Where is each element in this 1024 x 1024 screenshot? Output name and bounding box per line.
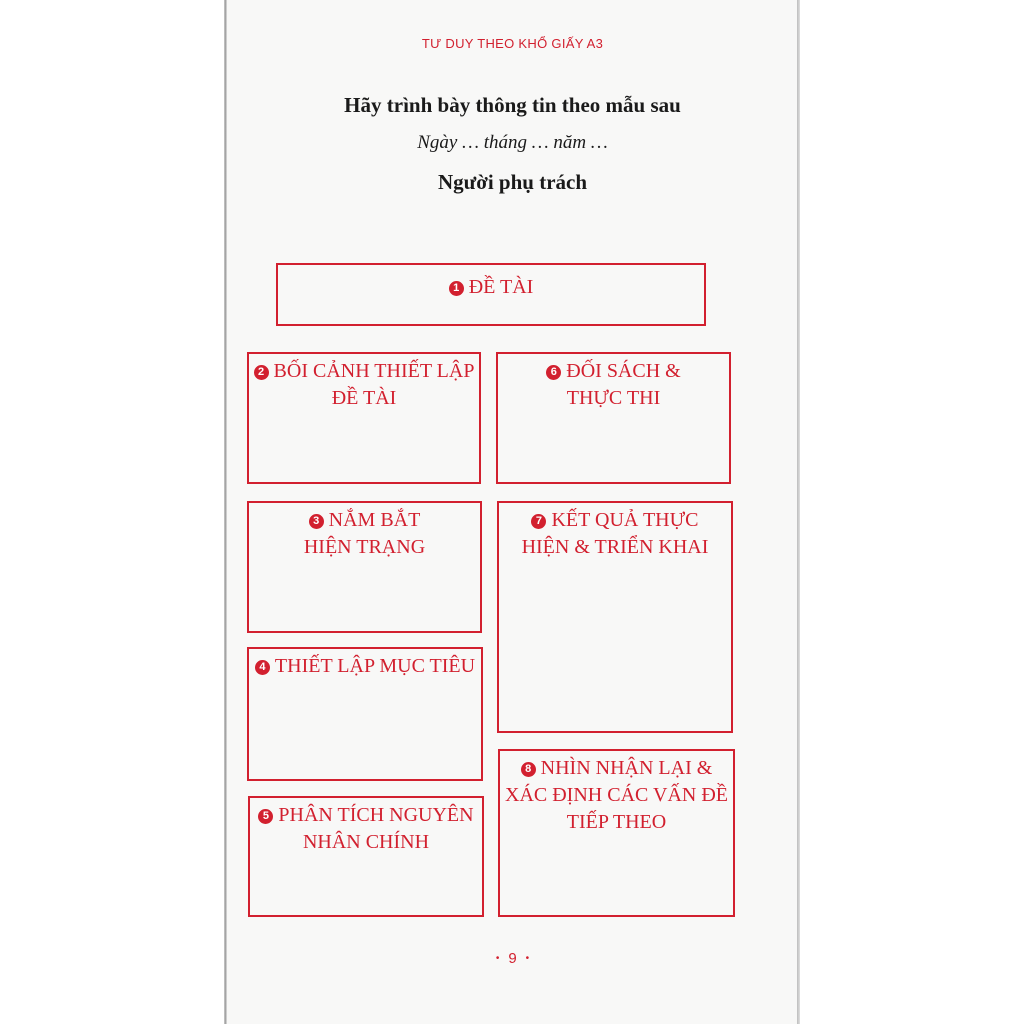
box-label: ĐỐI SÁCH & xyxy=(566,360,681,382)
number-badge: 7 xyxy=(531,514,546,529)
number-badge: 8 xyxy=(521,762,536,777)
box-label-line2: ĐỀ TÀI xyxy=(331,387,397,409)
box-label: THIẾT LẬP MỤC TIÊU xyxy=(274,655,476,677)
page-heading: Hãy trình bày thông tin theo mẫu sau xyxy=(344,93,681,117)
number-badge: 1 xyxy=(449,281,464,296)
box-countermeasures xyxy=(496,352,731,484)
box-topic xyxy=(276,263,706,326)
box-label-line2: HIỆN & TRIỂN KHAI xyxy=(521,536,709,558)
box-label: NHÌN NHẬN LẠI & xyxy=(540,757,713,779)
box-label-line2: XÁC ĐỊNH CÁC VẤN ĐỀ xyxy=(505,784,728,806)
date-line: Ngày … tháng … năm … xyxy=(417,132,608,153)
box-label: BỐI CẢNH THIẾT LẬP xyxy=(273,360,475,382)
number-badge: 6 xyxy=(546,365,561,380)
box-label: KẾT QUẢ THỰC xyxy=(551,509,699,531)
book-page xyxy=(227,0,798,1024)
box-results xyxy=(497,501,733,733)
number-badge: 3 xyxy=(309,514,324,529)
page-edge xyxy=(797,0,800,1024)
box-label-line2: NHÂN CHÍNH xyxy=(302,831,430,853)
left-margin xyxy=(0,0,226,1024)
box-current-state xyxy=(247,501,482,633)
box-background xyxy=(247,352,481,484)
folio-dot-right: • xyxy=(525,953,530,964)
running-head: TƯ DUY THEO KHỔ GIẤY A3 xyxy=(421,36,604,51)
box-root-cause xyxy=(248,796,484,917)
box-review xyxy=(498,749,735,917)
number-badge: 2 xyxy=(254,365,269,380)
owner-line: Người phụ trách xyxy=(437,170,588,194)
box-goal xyxy=(247,647,483,781)
number-badge: 5 xyxy=(258,809,273,824)
box-label: ĐỀ TÀI xyxy=(468,276,534,298)
number-badge: 4 xyxy=(255,660,270,675)
folio-dot-left: • xyxy=(495,953,500,964)
box-label-line2: HIỆN TRẠNG xyxy=(303,536,426,558)
right-margin xyxy=(800,0,1024,1024)
page-number xyxy=(227,950,798,967)
box-label: PHÂN TÍCH NGUYÊN xyxy=(278,804,474,826)
box-label-line2: THỰC THI xyxy=(566,387,661,409)
box-label: NẮM BẮT xyxy=(328,509,421,531)
page-number-text: 9 xyxy=(508,950,517,967)
box-label-line3: TIẾP THEO xyxy=(566,811,667,833)
